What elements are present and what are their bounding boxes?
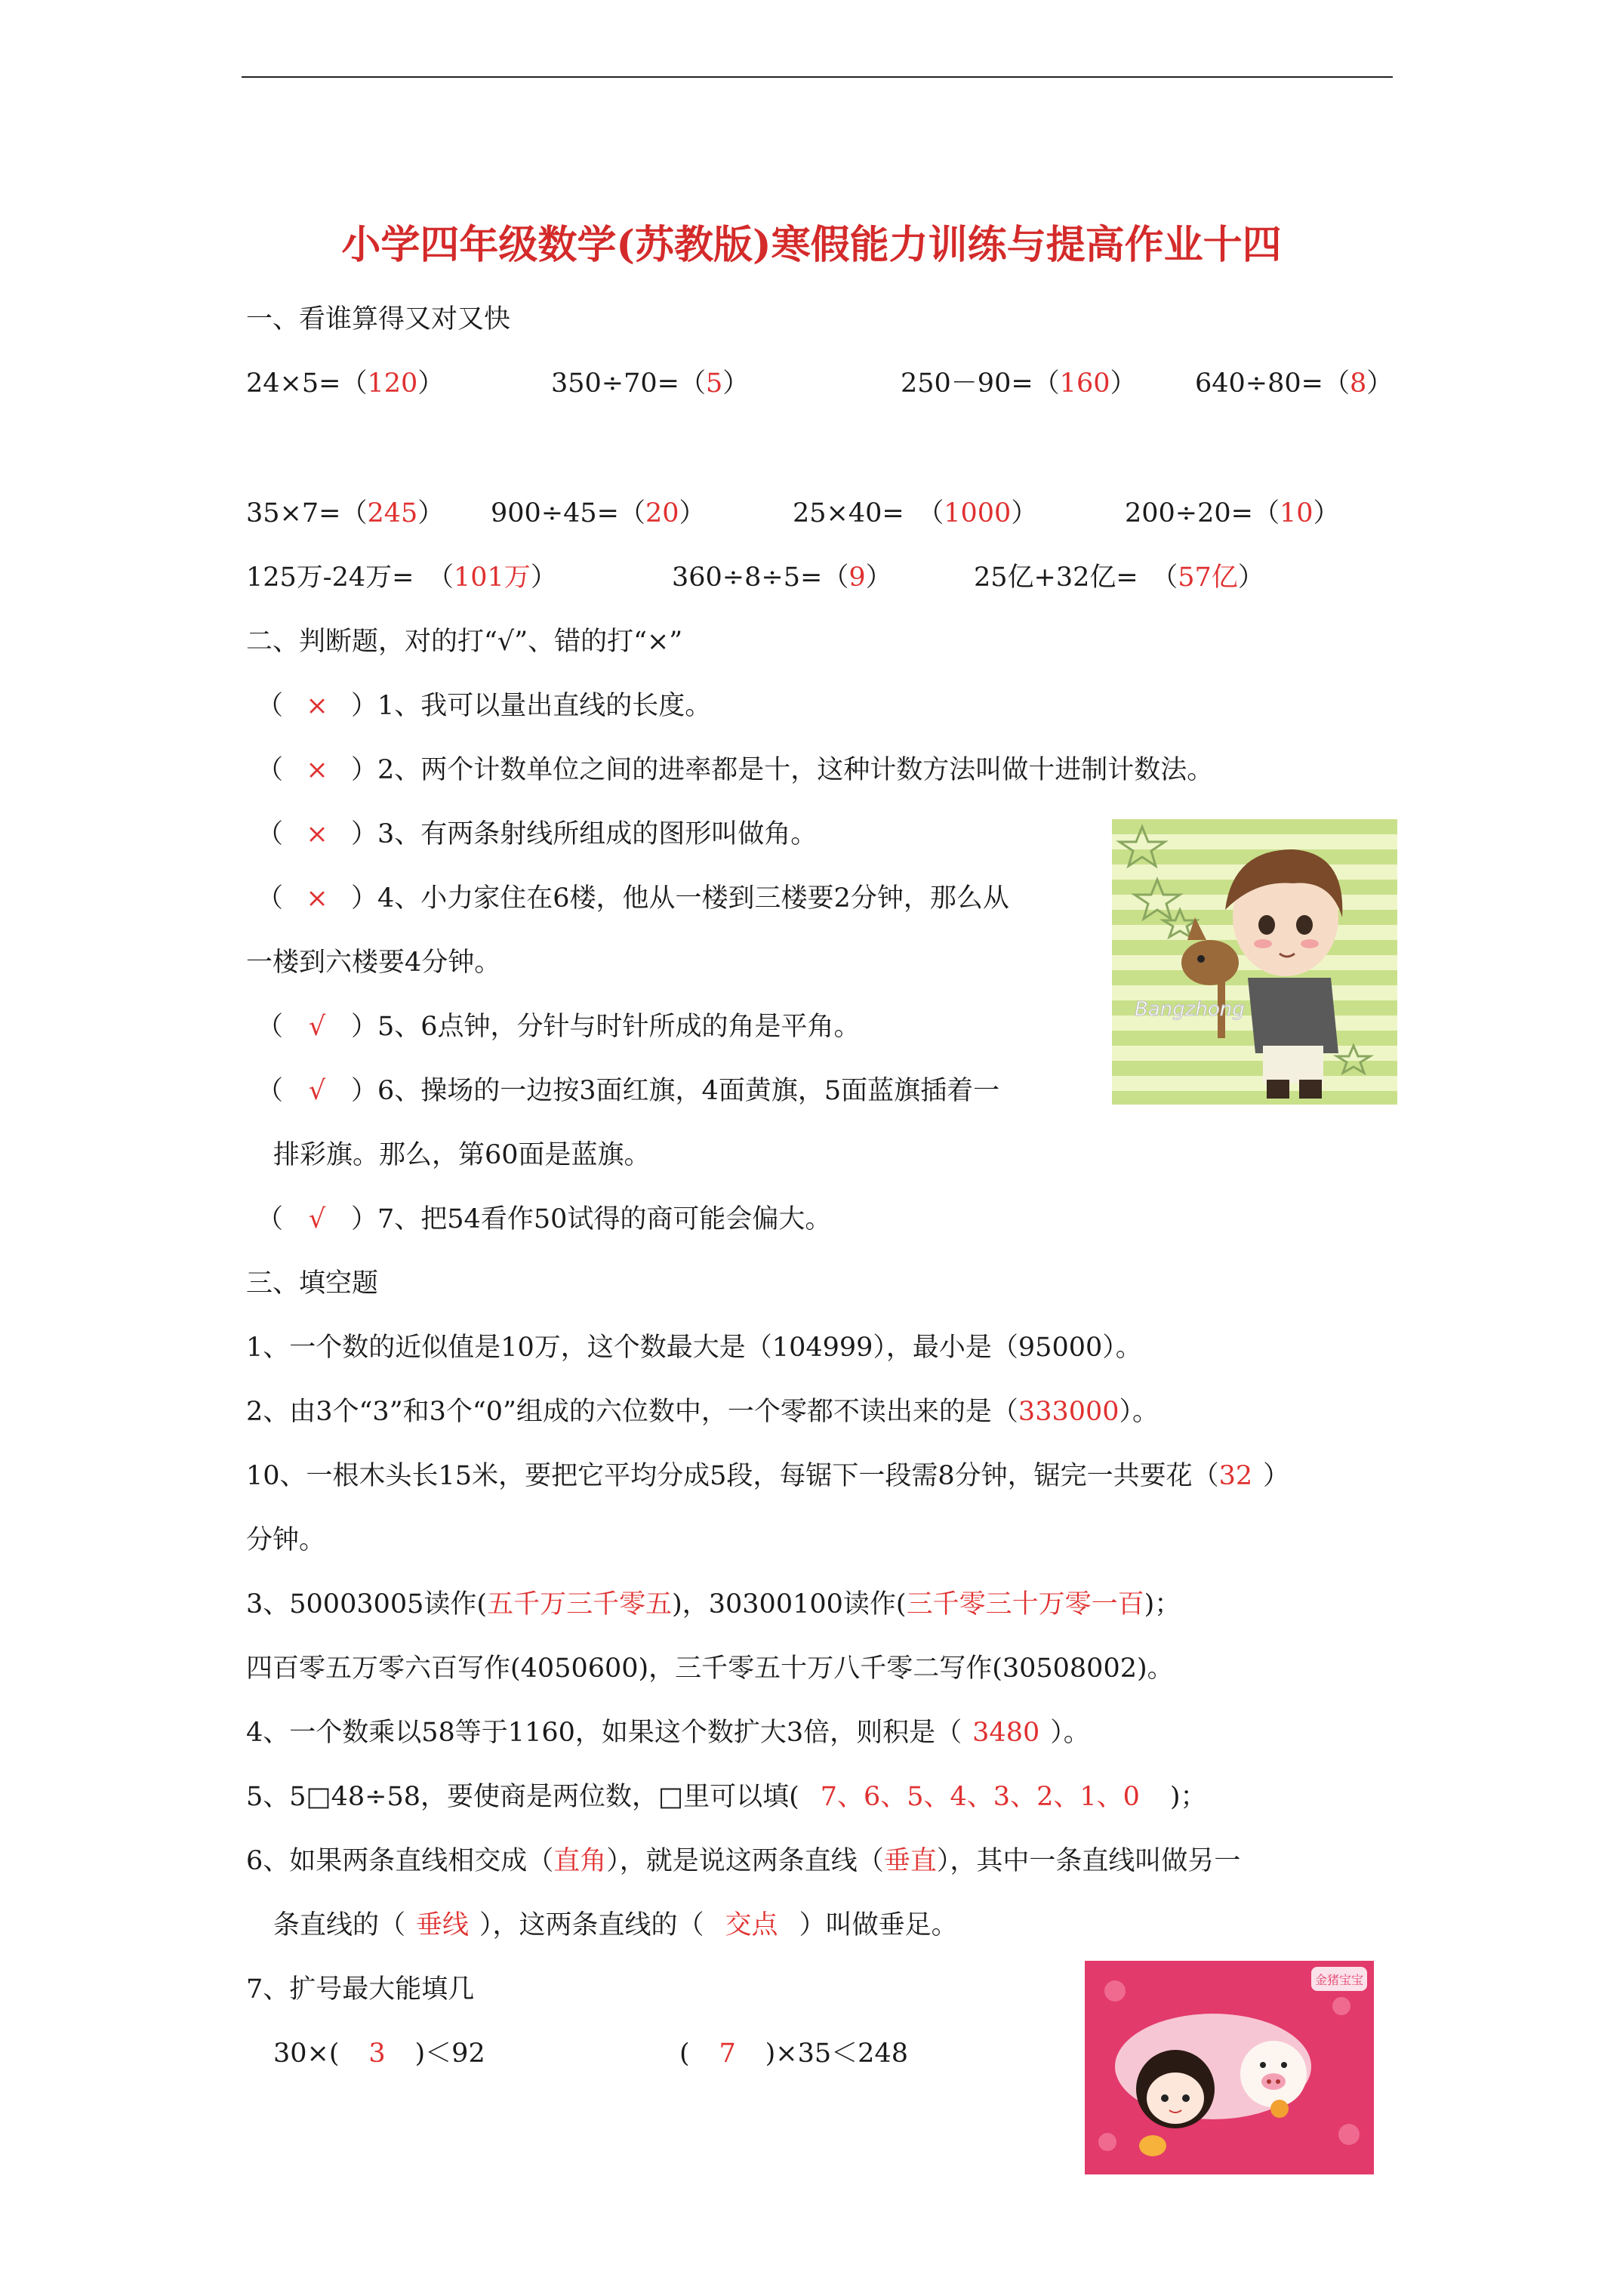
fill-q4: 4、一个数乘以58等于1160，如果这个数扩大3倍，则积是（ 3480 ）。 — [246, 1718, 1090, 1748]
illustration-caption: Bangzhong — [1135, 998, 1245, 1021]
calc-item: 24×5=（120） — [246, 368, 445, 399]
fill-q3: 3、50003005读作(五千万三千零五)，30300100读作(三千零三十万零一百)； — [246, 1589, 1181, 1620]
cartoon-boy-illustration — [1112, 819, 1397, 1105]
fill-q6: 6、如果两条直线相交成（直角），就是说这两条直线（垂直），其中一条直线叫做另一 — [246, 1846, 1241, 1876]
judge-item: （ √ ）6、操场的一边按3面红旗，4面黄旗，5面蓝旗插着一 — [257, 1076, 1000, 1106]
page-title: 小学四年级数学(苏教版)寒假能力训练与提高作业十四 — [341, 222, 1282, 268]
judge-item: （ √ ）5、6点钟，分针与时针所成的角是平角。 — [257, 1012, 861, 1042]
calc-item: 640÷80=（8） — [1195, 368, 1394, 399]
section2-heading: 二、判断题，对的打“√”、错的打“×” — [246, 627, 683, 657]
fill-q5: 5、5□48÷58，要使商是两位数，□里可以填( 7、6、5、4、3、2、1、0 )； — [246, 1782, 1207, 1812]
fill-q3-line2: 四百零五万零六百写作(4050600)，三千零五十万八千零二写作(30508002)。 — [246, 1653, 1174, 1684]
section1-heading: 一、看谁算得又对又快 — [246, 304, 511, 334]
judge-item: （ × ）3、有两条射线所组成的图形叫做角。 — [257, 819, 818, 849]
calc-item: 125万-24万= （101万） — [246, 562, 557, 593]
fill-q1: 1、一个数的近似值是10万，这个数最大是（104999），最小是（95000）。 — [246, 1333, 1142, 1363]
fill-q10: 10、一根木头长15米，要把它平均分成5段，每锯下一段需8分钟，锯完一共要花（32 ） — [246, 1461, 1290, 1491]
judge-item: （ × ）4、小力家住在6楼，他从一楼到三楼要2分钟，那么从 — [257, 883, 1009, 914]
calc-item: 200÷20=（10） — [1125, 498, 1340, 529]
fill-q7-heading: 7、扩号最大能填几 — [246, 1974, 475, 2005]
cartoon-pig-girl-illustration — [1085, 1961, 1374, 2174]
fill-q7-expr1: 30×( 3 )＜92 — [273, 2039, 485, 2069]
calc-item: 250－90=（160） — [901, 368, 1137, 399]
header-rule — [242, 76, 1393, 78]
calc-item: 35×7=（245） — [246, 498, 445, 529]
calc-item: 25×40= （1000） — [793, 498, 1038, 529]
judge-item-continuation: 一楼到六楼要4分钟。 — [246, 948, 501, 978]
judge-item: （ × ）1、我可以量出直线的长度。 — [257, 691, 712, 721]
judge-item: （ × ）2、两个计数单位之间的进率都是十，这种计数方法叫做十进制计数法。 — [257, 755, 1214, 785]
fill-q2: 2、由3个“3”和3个“0”组成的六位数中，一个零都不读出来的是（333000）。 — [246, 1397, 1160, 1427]
judge-item-continuation: 排彩旗。那么，第60面是蓝旗。 — [273, 1140, 651, 1170]
calc-item: 900÷45=（20） — [491, 498, 706, 529]
fill-q10-continuation: 分钟。 — [246, 1525, 326, 1555]
section3-heading: 三、填空题 — [246, 1268, 379, 1299]
calc-item: 350÷70=（5） — [551, 368, 750, 399]
fill-q7-expr2: ( 7 )×35＜248 — [679, 2039, 908, 2069]
judge-item: （ √ ）7、把54看作50试得的商可能会偏大。 — [257, 1204, 832, 1234]
pig-logo-text: 金猪宝宝 — [1314, 1973, 1364, 1987]
fill-q6-line2: 条直线的（ 垂线 ），这两条直线的（ 交点 ）叫做垂足。 — [273, 1910, 958, 1940]
calc-item: 25亿+32亿= （57亿） — [974, 562, 1264, 593]
calc-item: 360÷8÷5=（9） — [672, 562, 892, 593]
